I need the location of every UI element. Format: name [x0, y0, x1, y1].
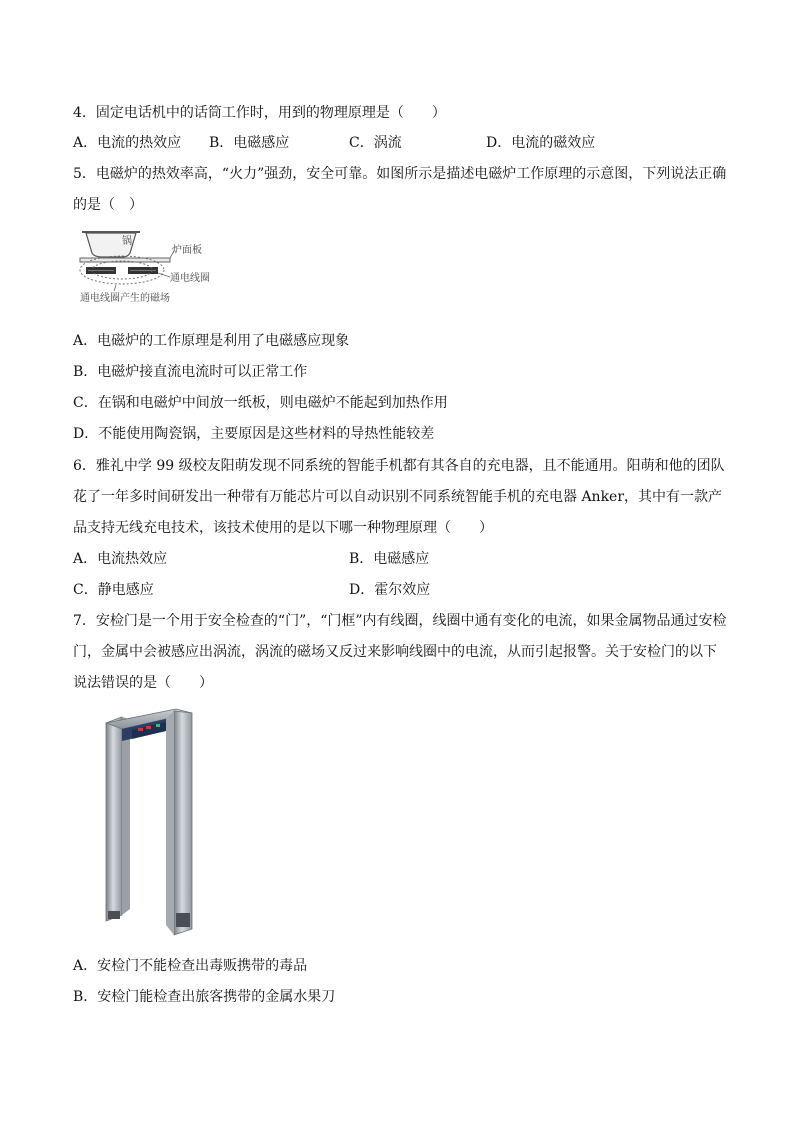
gate-right-pillar	[174, 711, 192, 935]
panel-label: 炉面板	[172, 245, 202, 256]
q6-stem-line2: 花了一年多时间研发出一种带有万能芯片可以自动识别不同系统智能手机的充电器 Anker，其中有一款产	[73, 489, 723, 505]
q5-stem-line2: 的是（ ）	[73, 197, 143, 213]
q7-stem-line3: 说法错误的是（ ）	[73, 675, 213, 691]
q6-option-b: B．电磁感应	[349, 551, 430, 567]
pot-label: 锅	[122, 236, 132, 247]
q7-option-b: B．安检门能检查出旅客携带的金属水果刀	[73, 989, 336, 1005]
q7-stem-line1: 7．安检门是一个用于安全检查的“门”，“门框”内有线圈，线圈中通有变化的电流，如果金属物品通过安检	[73, 613, 727, 629]
q6-stem-line3: 品支持无线充电技术，该技术使用的是以下哪一种物理原理（ ）	[73, 520, 493, 536]
q7-stem-line2: 门，金属中会被感应出涡流，涡流的磁场又反过来影响线圈中的电流，从而引起报警。关于安检门的以下	[73, 644, 717, 660]
q4-option-d: D．电流的磁效应	[486, 135, 596, 151]
q5-option-c: C．在锅和电磁炉中间放一纸板，则电磁炉不能起到加热作用	[73, 395, 448, 411]
security-gate-photo	[100, 703, 210, 937]
q5-option-b: B．电磁炉接直流电流时可以正常工作	[73, 364, 308, 380]
q5-option-d: D．不能使用陶瓷锅，主要原因是这些材料的导热性能较差	[73, 426, 435, 442]
q4-stem: 4．固定电话机中的话筒工作时，用到的物理原理是（ ）	[73, 105, 446, 121]
field-label: 通电线圈产生的磁场	[80, 293, 170, 304]
q4-option-a: A．电流的热效应	[73, 135, 182, 151]
q4-option-c: C．涡流	[349, 135, 402, 151]
coil-label: 通电线圈	[170, 273, 210, 284]
q7-option-a: A．安检门不能检查出毒贩携带的毒品	[73, 958, 308, 974]
gate-left-pillar	[106, 717, 122, 921]
q5-option-a: A．电磁炉的工作原理是利用了电磁感应现象	[73, 333, 350, 349]
q6-option-a: A．电流热效应	[73, 551, 168, 567]
q6-stem-line1: 6．雅礼中学 99 级校友阳萌发现不同系统的智能手机都有其各自的充电器，且不能通用。阳萌和他的团队	[73, 458, 725, 474]
q6-option-d: D．霍尔效应	[349, 582, 431, 598]
q4-option-b: B．电磁感应	[209, 135, 290, 151]
q5-stem-line1: 5．电磁炉的热效率高，“火力”强劲，安全可靠。如图所示是描述电磁炉工作原理的示意图，下列说法正确	[73, 166, 727, 182]
q6-option-c: C．静电感应	[73, 582, 154, 598]
induction-cooker-diagram	[78, 225, 238, 307]
